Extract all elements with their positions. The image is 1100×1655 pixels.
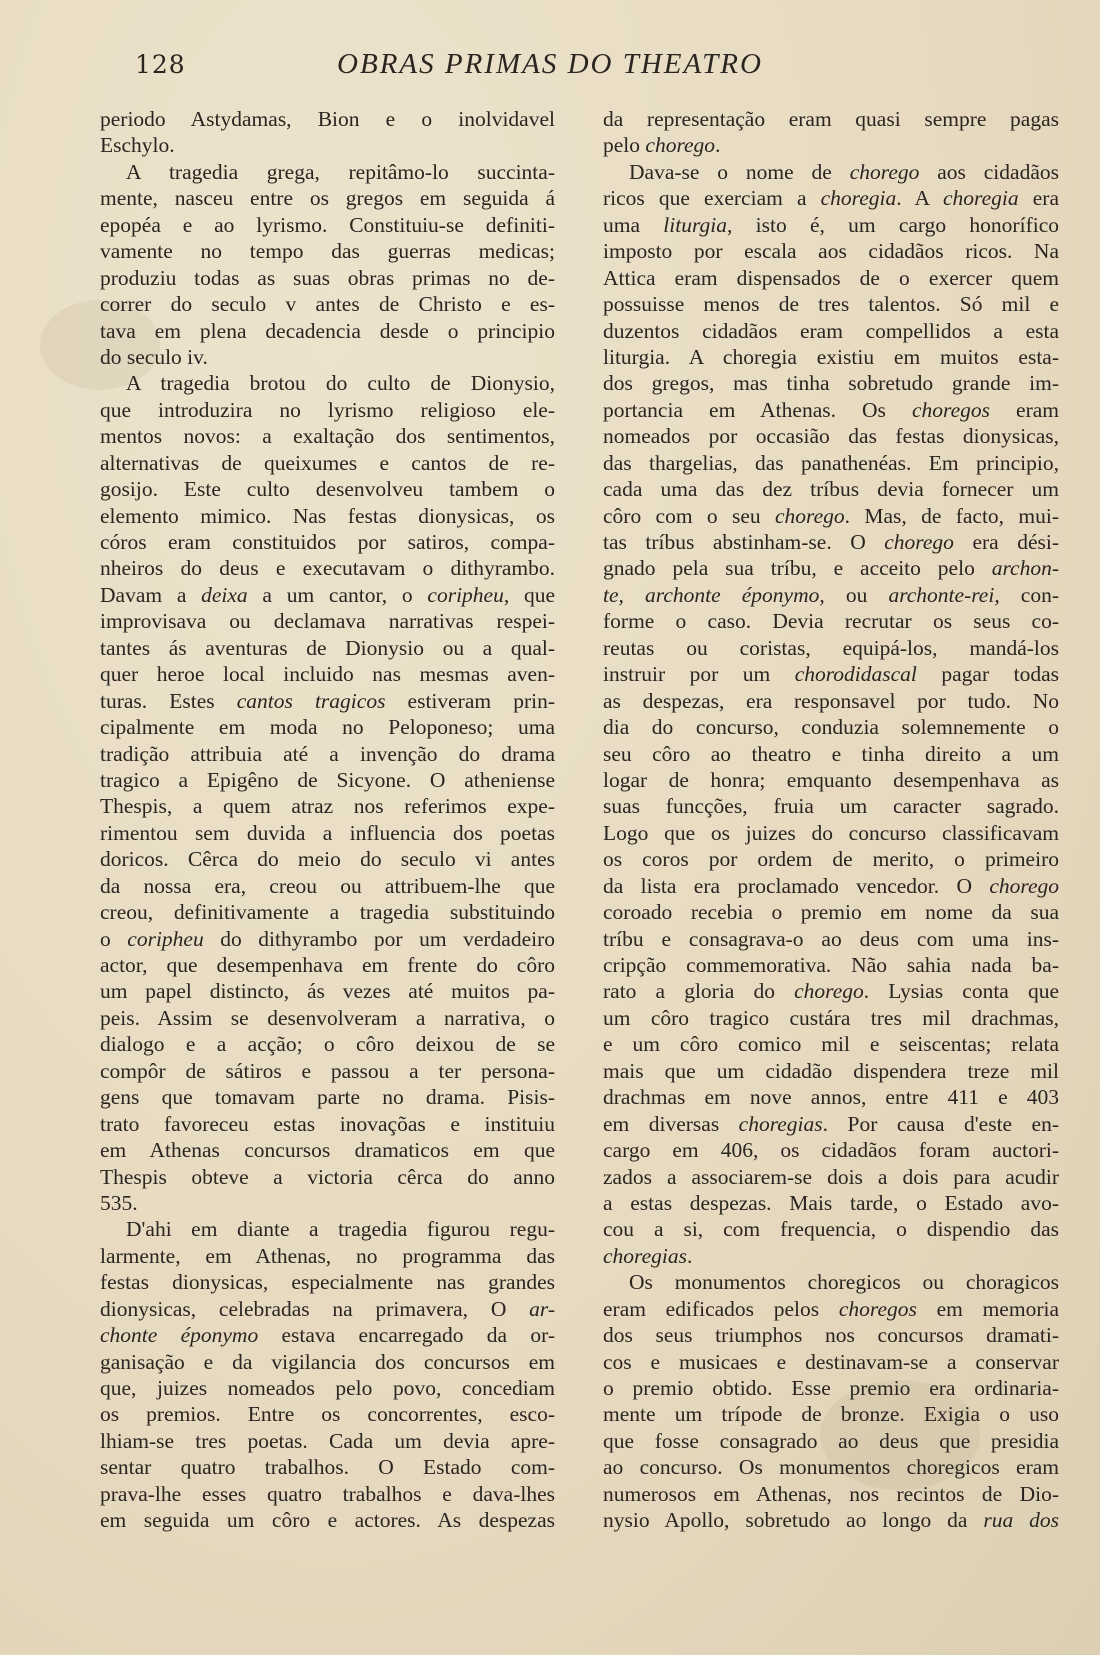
text-line: gens que tomavam parte no drama. Pisis- [100, 1085, 555, 1110]
text-line: e um côro comico mil e seiscentas; relata [603, 1032, 1059, 1057]
text-line: em seguida um côro e actores. As despezas [100, 1508, 555, 1533]
text-line: um papel distincto, ás vezes até muitos pa- [100, 979, 555, 1004]
text-line: larmente, em Athenas, no programma das [100, 1243, 555, 1268]
text-line: da representação eram quasi sempre pagas [603, 107, 1059, 131]
text-line: em diversas choregias. Por causa d'este en- [603, 1111, 1059, 1136]
text-line: dos gregos, mas tinha sobretudo grande im- [603, 371, 1059, 396]
left-text-column [100, 106, 555, 1534]
text-line: Eschylo. [100, 133, 175, 158]
text-line: ao concurso. Os monumentos choregicos eram [603, 1455, 1059, 1480]
text-line: gnado pela sua tríbu, e acceito pelo archon- [603, 556, 1059, 581]
text-line: mente, nasceu entre os gregos em seguida á [100, 186, 555, 211]
text-line: em Athenas concursos dramaticos em que [100, 1138, 555, 1163]
running-header [0, 48, 1100, 88]
text-line: te, archonte éponymo, ou archonte-rei, con- [603, 582, 1059, 607]
text-line: choregias. [603, 1243, 693, 1268]
text-line: turas. Estes cantos tragicos estiveram prin- [100, 688, 555, 713]
text-line: gosijo. Este culto desenvolveu tambem o [100, 477, 555, 502]
right-text-column [603, 106, 1059, 1534]
text-line: creou, definitivamente a tragedia substituindo [100, 900, 555, 925]
text-line: tantes ás aventuras de Dionysio ou a qual- [100, 635, 555, 660]
text-line: lhiam-se tres poetas. Cada um devia apre- [100, 1428, 555, 1453]
text-line: o coripheu do dithyrambo por um verdadeiro [100, 926, 555, 951]
text-line: festas dionysicas, especialmente nas grandes [100, 1270, 555, 1295]
text-line: tava em plena decadencia desde o principio [100, 318, 555, 343]
text-line: dionysicas, celebradas na primavera, O ar- [100, 1296, 555, 1321]
text-line: Dava-se o nome de chorego aos cidadãos [629, 159, 1059, 184]
text-line: nomeados por occasião das festas dionysicas, [603, 424, 1059, 449]
text-line: actor, que desempenhava em frente do côro [100, 953, 555, 977]
text-line: Logo que os juizes do concurso classificavam [603, 820, 1059, 845]
text-line: forme o caso. Devia recrutar os seus co- [603, 609, 1059, 634]
text-line: o premio obtido. Esse premio era ordinaria- [603, 1376, 1059, 1400]
text-line: produziu todas as suas obras primas no de- [100, 265, 555, 290]
text-line: cipalmente em moda no Peloponeso; uma [100, 715, 555, 740]
text-line: vamente no tempo das guerras medicas; [100, 239, 555, 264]
text-line: das thargelias, das panathenéas. Em principio, [603, 450, 1059, 475]
text-line: seu côro ao theatro e tinha direito a um [603, 741, 1059, 766]
text-line: Thespis obteve a victoria cêrca do anno [100, 1164, 555, 1189]
text-line: Attica eram dispensados de o exercer quem [603, 265, 1059, 290]
text-line: prava-lhe esses quatro trabalhos e dava-lhes [100, 1481, 555, 1506]
running-title: OBRAS PRIMAS DO THEATRO [337, 48, 763, 80]
text-line: uma liturgia, isto é, um cargo honorífico [603, 212, 1059, 237]
text-line: imposto por escala aos cidadãos ricos. Na [603, 239, 1059, 264]
text-line: D'ahi em diante a tragedia figurou regu- [126, 1217, 555, 1242]
text-line: cada uma das dez tríbus devia fornecer um [603, 477, 1059, 502]
text-line: Thespis, a quem atraz nos referimos expe- [100, 794, 555, 819]
text-line: epopéa e ao lyrismo. Constituiu-se definiti- [100, 212, 555, 237]
text-line: pelo chorego. [603, 133, 721, 158]
text-line: ganisação e da vigilancia dos concursos em [100, 1349, 555, 1374]
text-line: nheiros do deus e executavam o dithyrambo. [100, 556, 555, 581]
text-line: tradição attribuia até a invenção do drama [100, 741, 555, 766]
text-line: duzentos cidadãos eram compellidos a esta [603, 318, 1059, 343]
text-line: portancia em Athenas. Os choregos eram [603, 397, 1059, 422]
text-line: que, juizes nomeados pelo povo, concediam [100, 1376, 555, 1400]
text-line: tas tríbus abstinham-se. O chorego era dési- [603, 530, 1059, 554]
text-line: instruir por um chorodidascal pagar todas [603, 662, 1059, 687]
text-line: elemento mimico. Nas festas dionysicas, os [100, 503, 555, 528]
text-line: Os monumentos choregicos ou choragicos [629, 1270, 1059, 1295]
text-line: logar de honra; emquanto desempenhava as [603, 767, 1059, 792]
text-line: sentar quatro trabalhos. O Estado com- [100, 1455, 555, 1480]
page-number: 128 [135, 50, 186, 79]
text-line: mente um trípode de bronze. Exigia o uso [603, 1402, 1059, 1427]
text-line: os coros por ordem de merito, o primeiro [603, 847, 1059, 872]
text-line: possuisse menos de tres talentos. Só mil e [603, 292, 1059, 317]
text-line: as despezas, era responsavel por tudo. No [603, 688, 1059, 713]
text-line: zados a associarem-se dois a dois para acudir [603, 1164, 1059, 1189]
text-line: peis. Assim se desenvolveram a narrativa, o [100, 1005, 555, 1030]
text-line: um côro tragico custára tres mil drachmas, [603, 1005, 1059, 1030]
text-line: rimentou sem duvida a influencia dos poetas [100, 820, 555, 845]
text-line: os premios. Entre os concorrentes, esco- [100, 1402, 555, 1427]
text-line: drachmas em nove annos, entre 411 e 403 [603, 1085, 1059, 1110]
text-line: dos seus triumphos nos concursos dramati- [603, 1323, 1059, 1348]
text-line: compôr de sátiros e passou a ter persona- [100, 1058, 555, 1083]
text-line: improvisava ou declamava narrativas respei- [100, 609, 555, 634]
text-line: liturgia. A choregia existiu em muitos esta- [603, 344, 1059, 369]
text-line: tríbu e consagrava-o ao deus com uma ins- [603, 926, 1059, 951]
text-line: ricos que exerciam a choregia. A choregia era [603, 186, 1059, 211]
text-line: periodo Astydamas, Bion e o inolvidavel [100, 107, 555, 131]
text-line: tragico a Epigêno de Sicyone. O atheniense [100, 767, 555, 792]
text-line: cargo em 406, os cidadãos foram auctori- [603, 1138, 1059, 1163]
text-line: cou a si, com frequencia, o dispendio das [603, 1217, 1059, 1242]
text-line: quer heroe local incluido nas mesmas aven- [100, 662, 555, 687]
text-line: coroado recebia o premio em nome da sua [603, 900, 1059, 925]
text-line: Davam a deixa a um cantor, o coripheu, que [100, 582, 555, 607]
text-line: doricos. Cêrca do meio do seculo vi antes [100, 847, 555, 872]
text-line: A tragedia grega, repitâmo-lo succinta- [126, 159, 555, 184]
text-line: reutas ou coristas, equipá-los, mandá-los [603, 635, 1059, 660]
text-line: da nossa era, creou ou attribuem-lhe que [100, 873, 555, 898]
text-line: trato favoreceu estas inovaçõas e instituiu [100, 1111, 555, 1136]
text-line: que introduzira no lyrismo religioso ele- [100, 397, 555, 422]
text-line: nysio Apollo, sobretudo ao longo da rua dos [603, 1508, 1059, 1533]
text-line: córos eram constituidos por satiros, compa- [100, 530, 555, 554]
text-line: 535. [100, 1190, 138, 1215]
text-line: mentos novos: a exaltação dos sentimentos, [100, 424, 555, 449]
text-line: a estas despezas. Mais tarde, o Estado avo- [603, 1190, 1059, 1215]
text-line: eram edificados pelos choregos em memoria [603, 1296, 1059, 1321]
text-line: do seculo iv. [100, 344, 208, 369]
text-line: cos e musicaes e destinavam-se a conservar [603, 1349, 1059, 1374]
text-line: A tragedia brotou do culto de Dionysio, [126, 371, 555, 396]
text-line: cripção commemorativa. Não sahia nada ba- [603, 953, 1059, 977]
text-line: côro com o seu chorego. Mas, de facto, mui- [603, 503, 1059, 528]
text-line: correr do seculo v antes de Christo e es- [100, 292, 555, 317]
text-line: alternativas de queixumes e cantos de re- [100, 450, 555, 475]
text-line: que fosse consagrado ao deus que presidia [603, 1428, 1059, 1453]
text-line: numerosos em Athenas, nos recintos de Dio- [603, 1481, 1059, 1506]
text-line: mais que um cidadão dispendera treze mil [603, 1058, 1059, 1083]
text-line: da lista era proclamado vencedor. O chorego [603, 873, 1059, 898]
text-line: dialogo e a acção; o côro deixou de se [100, 1032, 555, 1057]
text-line: chonte éponymo estava encarregado da or- [100, 1323, 555, 1348]
text-line: dia do concurso, conduzia solemnemente o [603, 715, 1059, 740]
text-line: rato a gloria do chorego. Lysias conta que [603, 979, 1059, 1004]
text-line: suas funcções, fruia um caracter sagrado. [603, 794, 1059, 819]
